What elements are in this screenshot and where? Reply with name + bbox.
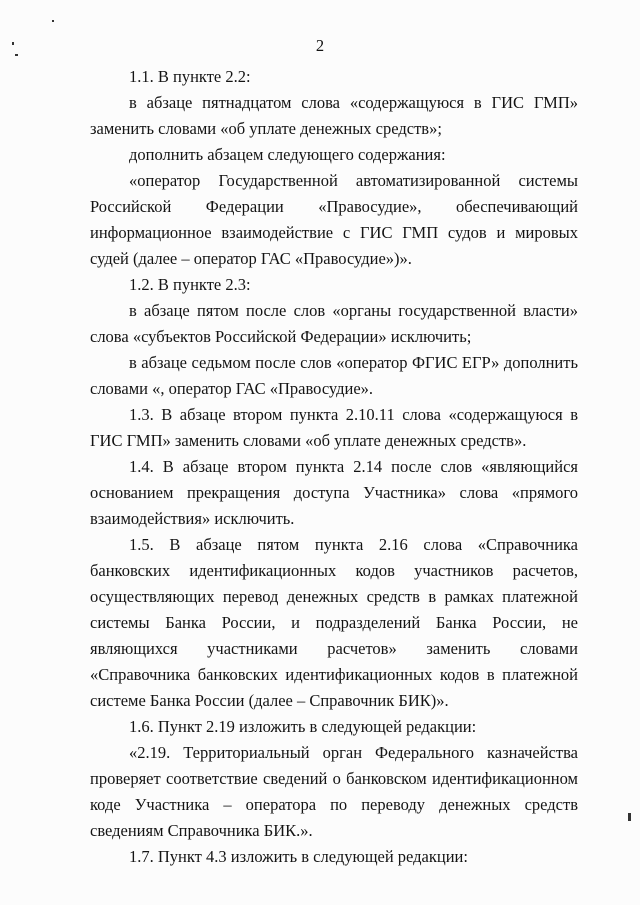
document-body — [90, 64, 578, 870]
scan-mark-top — [52, 20, 54, 22]
paragraph-1-1: 1.1. В пункте 2.2: — [129, 67, 251, 86]
paragraph-1-3: 1.3. В абзаце втором пункта 2.10.11 слова «содержащуюся в ГИС ГМП» заменить словами «об уплате денежных средств». — [90, 405, 578, 450]
paragraph-1-2: 1.2. В пункте 2.3: — [129, 275, 251, 294]
page-number: 2 — [315, 36, 325, 55]
paragraph-1-1-b: дополнить абзацем следующего содержания: — [129, 145, 446, 164]
paragraph-1-2-a: в абзаце пятом после слов «органы государственной власти» слова «субъектов Российской Федерации» исключить; — [90, 301, 578, 346]
paragraph-1-7: 1.7. Пункт 4.3 изложить в следующей редакции: — [129, 847, 468, 866]
paragraph-1-1-a: в абзаце пятнадцатом слова «содержащуюся в ГИС ГМП» заменить словами «об уплате денежных средств»; — [90, 93, 578, 138]
scan-mark-right — [628, 813, 631, 821]
paragraph-1-4: 1.4. В абзаце втором пункта 2.14 после слов «являющийся основанием прекращения доступа Участника» слова «прямого взаимодействия» исключить. — [90, 457, 578, 528]
paragraph-1-5: 1.5. В абзаце пятом пункта 2.16 слова «Справочника банковских идентификационных кодов участников расчетов, осуществляющих перевод денежных средств в рамках платежной системы Банка России, и подразделений Банка России, не являющихся участниками расчетов» заменить словами «Справочника банковских идентификационных кодов в платежной системе Банка России (далее – Справочник БИК)». — [90, 535, 578, 710]
paragraph-1-6-quote: «2.19. Территориальный орган Федерального казначейства проверяет соответствие сведений о банковском идентификационном коде Участника – оператора по переводу денежных средств сведениям Справочника БИК.». — [90, 743, 578, 840]
paragraph-1-6: 1.6. Пункт 2.19 изложить в следующей редакции: — [129, 717, 477, 736]
paragraph-1-1-quote: «оператор Государственной автоматизированной системы Российской Федерации «Правосудие», обеспечивающий информационное взаимодействие с ГИС ГМП судов и мировых судей (далее – оператор ГАС «Правосудие»)». — [90, 171, 578, 268]
paragraph-1-2-b: в абзаце седьмом после слов «оператор ФГИС ЕГР» дополнить словами «, оператор ГАС «Правосудие». — [90, 353, 578, 398]
